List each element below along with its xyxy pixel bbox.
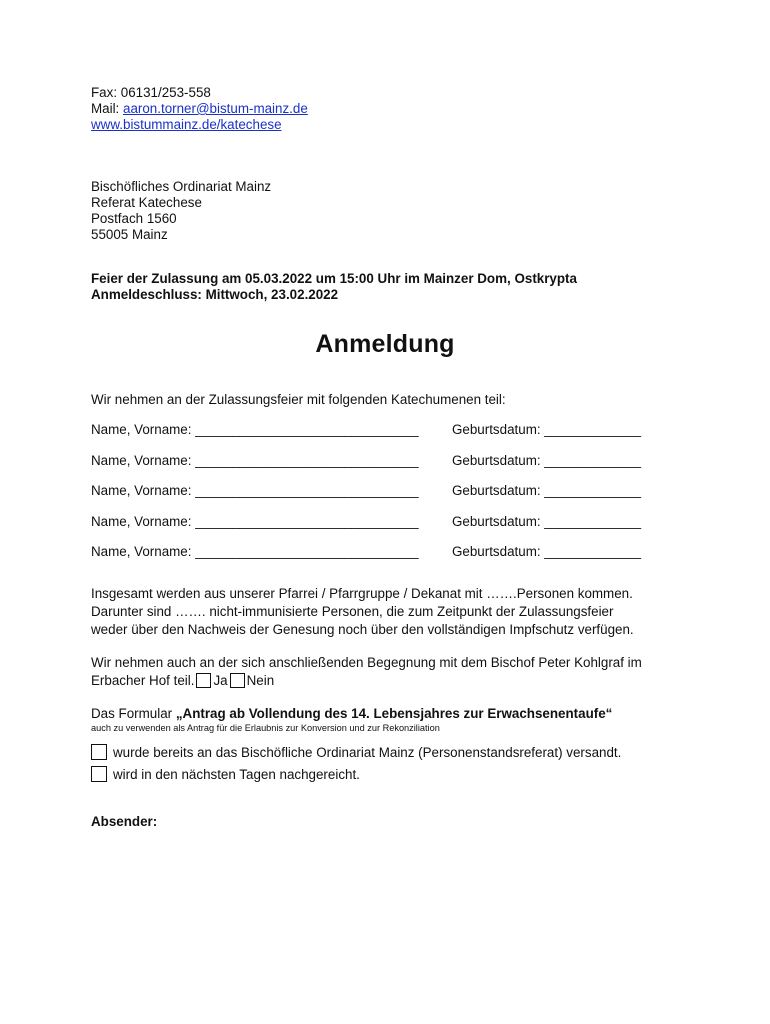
participant-row bbox=[91, 483, 691, 501]
form-prefix: Das Formular bbox=[91, 706, 176, 721]
meeting-line-2-text: Erbacher Hof teil. bbox=[91, 673, 195, 688]
fax-line: Fax: 06131/253-558 bbox=[91, 85, 211, 100]
birthdate-field[interactable]: Geburtsdatum: _____________ bbox=[452, 453, 642, 468]
contact-block bbox=[91, 85, 308, 133]
form-option-sent bbox=[91, 744, 621, 762]
later-checkbox[interactable] bbox=[91, 766, 107, 782]
address-line-3: Postfach 1560 bbox=[91, 211, 177, 226]
event-line-1: Feier der Zulassung am 05.03.2022 um 15:00 Uhr im Mainzer Dom, Ostkrypta bbox=[91, 271, 577, 286]
website-link[interactable]: www.bistummainz.de/katechese bbox=[91, 117, 282, 132]
name-field[interactable]: Name, Vorname: ______________________________ bbox=[91, 483, 419, 498]
yes-label: Ja bbox=[213, 673, 228, 688]
name-field[interactable]: Name, Vorname: ______________________________ bbox=[91, 514, 419, 529]
participant-row bbox=[91, 514, 691, 532]
sent-checkbox[interactable] bbox=[91, 744, 107, 760]
participant-row bbox=[91, 544, 691, 562]
sender-label: Absender: bbox=[91, 814, 158, 829]
no-label: Nein bbox=[246, 673, 275, 688]
option-sent-label: wurde bereits an das Bischöfliche Ordinariat Mainz (Personenstandsreferat) versandt. bbox=[113, 745, 622, 760]
mail-line bbox=[91, 101, 308, 117]
participant-row bbox=[91, 453, 691, 471]
intro-text: Wir nehmen an der Zulassungsfeier mit folgenden Katechumenen teil: bbox=[91, 392, 506, 407]
form-note: auch zu verwenden als Antrag für die Erlaubnis zur Konversion und zur Rekonziliation bbox=[91, 723, 440, 733]
count-paragraph bbox=[91, 585, 691, 639]
recipient-address bbox=[91, 179, 271, 243]
form-option-later bbox=[91, 766, 360, 784]
address-line-4: 55005 Mainz bbox=[91, 227, 168, 242]
mail-label: Mail: bbox=[91, 101, 123, 116]
meeting-line-2 bbox=[91, 672, 691, 690]
birthdate-field[interactable]: Geburtsdatum: _____________ bbox=[452, 544, 642, 559]
page-title: Anmeldung bbox=[315, 330, 455, 358]
website-line bbox=[91, 117, 308, 133]
name-field[interactable]: Name, Vorname: ______________________________ bbox=[91, 544, 419, 559]
form-heading bbox=[91, 705, 691, 723]
birthdate-field[interactable]: Geburtsdatum: _____________ bbox=[452, 514, 642, 529]
yes-checkbox[interactable] bbox=[196, 673, 211, 688]
address-line-2: Referat Katechese bbox=[91, 195, 202, 210]
form-name: „Antrag ab Vollendung des 14. Lebensjahres zur Erwachsenentaufe“ bbox=[175, 706, 613, 721]
birthdate-field[interactable]: Geburtsdatum: _____________ bbox=[452, 422, 642, 437]
birthdate-field[interactable]: Geburtsdatum: _____________ bbox=[452, 483, 642, 498]
count-line-1: Insgesamt werden aus unserer Pfarrei / Pfarrgruppe / Dekanat mit …….Personen kommen. bbox=[91, 586, 633, 601]
meeting-paragraph bbox=[91, 654, 691, 690]
participant-row bbox=[91, 422, 691, 440]
no-checkbox[interactable] bbox=[230, 673, 245, 688]
meeting-line-1: Wir nehmen auch an der sich anschließenden Begegnung mit dem Bischof Peter Kohlgraf im bbox=[91, 655, 642, 670]
address-line-1: Bischöfliches Ordinariat Mainz bbox=[91, 179, 272, 194]
name-field[interactable]: Name, Vorname: ______________________________ bbox=[91, 422, 419, 437]
name-field[interactable]: Name, Vorname: ______________________________ bbox=[91, 453, 419, 468]
option-later-label: wird in den nächsten Tagen nachgereicht. bbox=[113, 767, 360, 782]
event-info bbox=[91, 271, 577, 303]
count-line-3: weder über den Nachweis der Genesung noch über den vollständigen Impfschutz verfügen. bbox=[91, 622, 634, 637]
count-line-2: Darunter sind ……. nicht-immunisierte Personen, die zum Zeitpunkt der Zulassungsfeier bbox=[91, 604, 614, 619]
mail-link[interactable]: aaron.torner@bistum-mainz.de bbox=[123, 101, 308, 116]
event-line-2: Anmeldeschluss: Mittwoch, 23.02.2022 bbox=[91, 287, 339, 302]
